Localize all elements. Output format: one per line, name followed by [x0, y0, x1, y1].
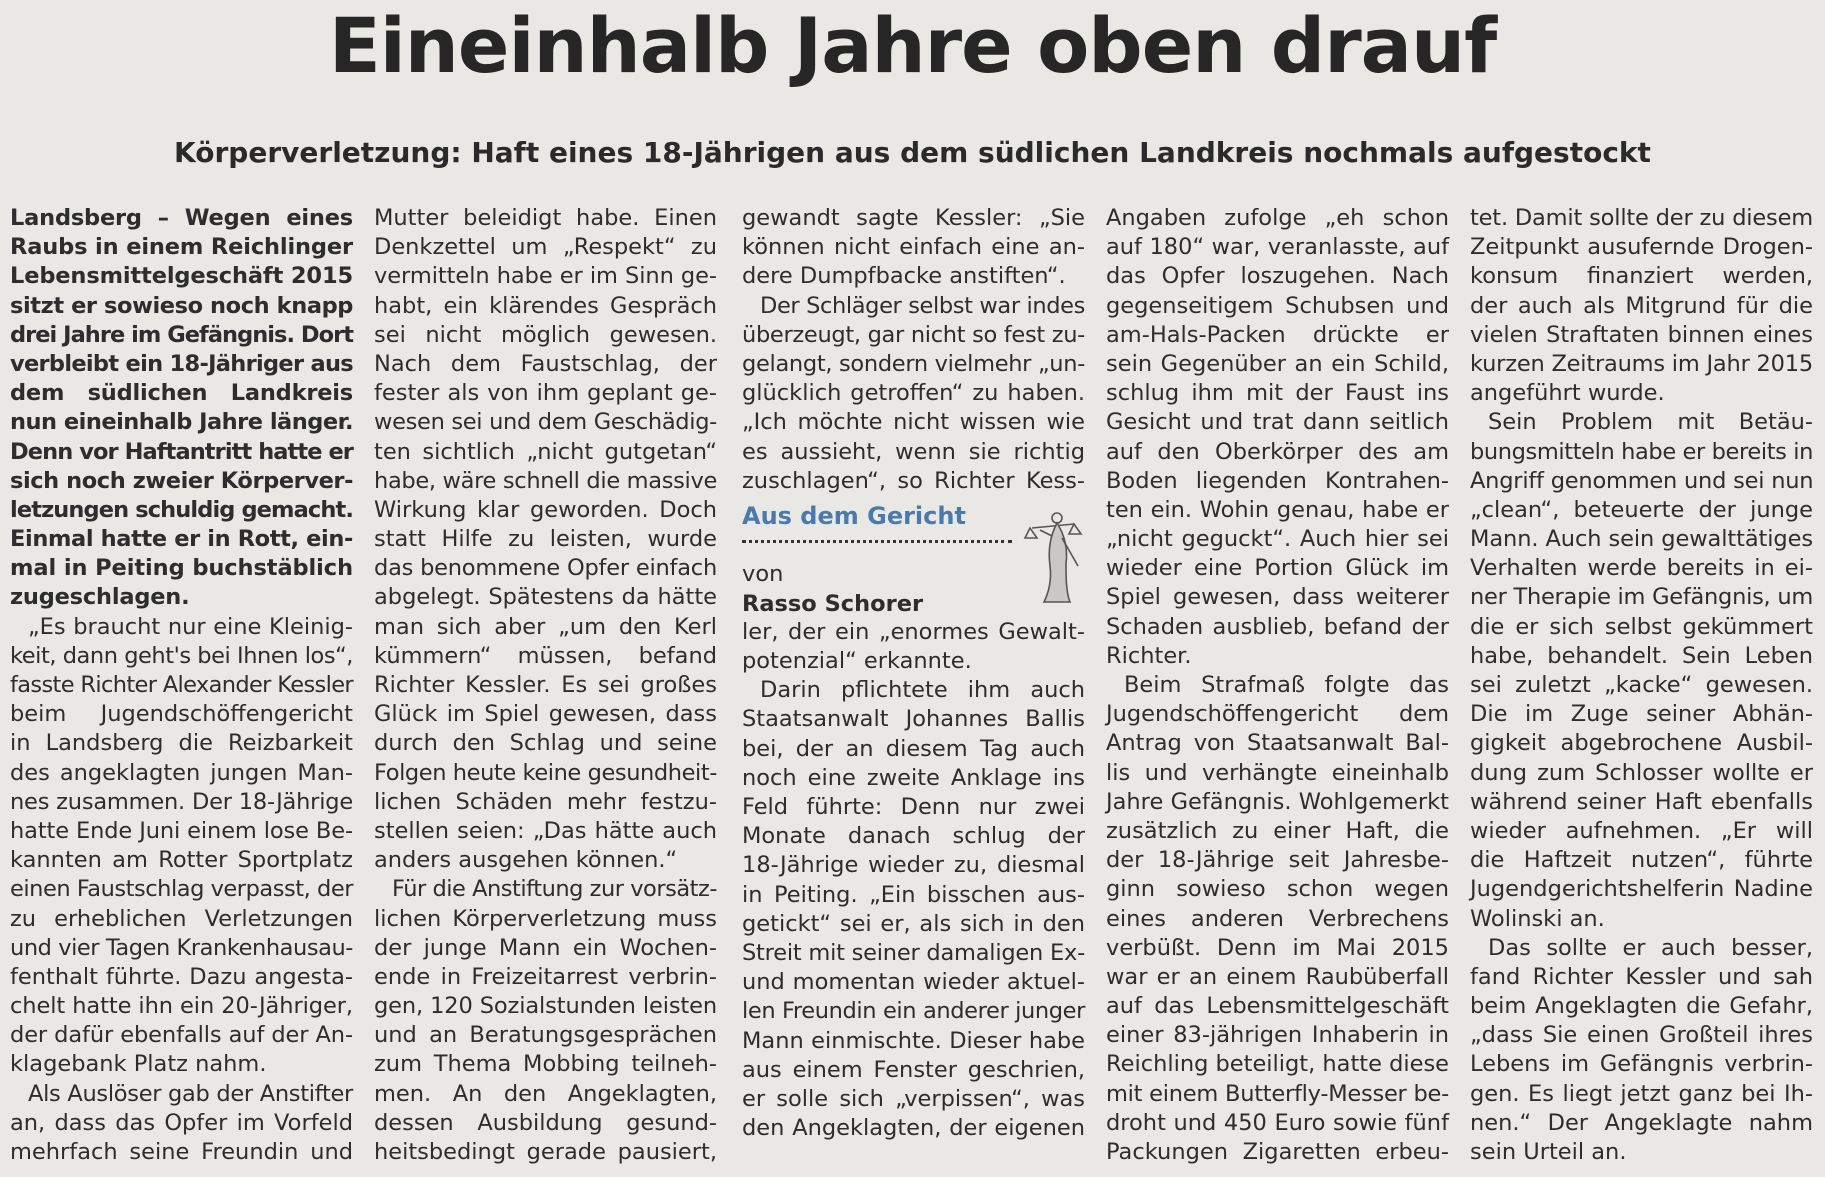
article-line: fenthalt führte. Dazu angesta-	[10, 963, 353, 990]
article-line: sein Urteil an.	[1470, 1139, 1627, 1165]
article-line: Jugendgerichtshelferin Nadine	[1470, 876, 1813, 903]
justitia-statue-icon	[1022, 506, 1092, 606]
article-line: ten ein. Wohin genau, habe er	[1106, 496, 1449, 523]
article-line: Der Schläger selbst war indes	[760, 292, 1085, 319]
article-line: kurzen Zeitraums im Jahr 2015	[1470, 350, 1813, 377]
article-line: durch den Schlag und seine	[374, 730, 717, 757]
article-line: abgelegt. Spätestens da hätte	[374, 584, 717, 611]
article-line: Zeitpunkt ausufernde Drogen-	[1470, 234, 1813, 261]
article-line: das Opfer loszugehen. Nach	[1106, 263, 1449, 290]
article-line: überzeugt, gar nicht so fest zu-	[742, 321, 1085, 348]
article-line: das benommene Opfer einfach	[374, 555, 717, 582]
article-line: es aussieht, wenn sie richtig	[742, 438, 1085, 465]
article-line: sein Gegenüber an ein Schild,	[1106, 350, 1449, 377]
article-line: drei Jahre im Gefängnis. Dort	[10, 321, 353, 348]
article-line: Jahre Gefängnis. Wohlgemerkt	[1106, 788, 1449, 815]
article-column-4	[1106, 204, 1449, 1167]
article-line: Glück im Spiel gewesen, dass	[374, 701, 717, 728]
article-line: gewandt sagte Kessler: „Sie	[742, 205, 1085, 231]
article-line: Jugendschöffengericht dem	[1106, 701, 1449, 728]
headline: Eineinhalb Jahre oben drauf	[328, 1, 1497, 90]
article-line: „dass Sie einen Großteil ihres	[1470, 1022, 1813, 1049]
article-line: nun eineinhalb Jahre länger.	[10, 409, 353, 436]
article-line: zuschlagen“, so Richter Kess-	[742, 467, 1085, 494]
article-column-5	[1470, 204, 1813, 1167]
article-line: Richter.	[1106, 642, 1192, 669]
article-line: Mutter beleidigt habe. Einen	[374, 205, 717, 231]
article-line: Das sollte er auch besser,	[1488, 934, 1813, 961]
article-line: Die im Zuge seiner Abhän-	[1470, 701, 1813, 728]
article-line: men. An den Angeklagten,	[374, 1080, 717, 1107]
article-line: „Es braucht nur eine Kleinig-	[28, 613, 353, 640]
article-line: am-Hals-Packen drückte er	[1106, 321, 1449, 348]
article-line: ler, der ein „enormes Gewalt-	[742, 618, 1085, 645]
article-line: angeführt wurde.	[1470, 380, 1665, 407]
article-line: des angeklagten jungen Man-	[10, 759, 353, 786]
article-line: klagebank Platz nahm.	[10, 1051, 267, 1078]
article-line: während seiner Haft ebenfalls	[1470, 788, 1813, 815]
article-line: anders ausgehen können.“	[374, 847, 678, 874]
article-line: konsum finanziert werden,	[1470, 263, 1813, 290]
article-line: lichen Körperverletzung muss	[374, 905, 717, 932]
article-line: stellen seien: „Das hätte auch	[374, 817, 717, 844]
article-line: man sich aber „um den Kerl	[374, 613, 717, 640]
article-line: die Haftzeit nutzen“, führte	[1470, 847, 1813, 874]
article-line: Einmal hatte er in Rott, ein-	[10, 526, 353, 553]
article-line: eines anderen Verbrechens	[1106, 905, 1449, 932]
article-line: keit, dann geht's bei Ihnen los“,	[10, 642, 353, 669]
article-line: der auch als Mitgrund für die	[1470, 292, 1813, 319]
article-line: habe, wäre schnell die massive	[374, 467, 717, 494]
article-line: len Freundin ein anderer junger	[742, 998, 1085, 1025]
article-line: Lebens im Gefängnis verbrin-	[1470, 1051, 1813, 1078]
article-line: in Peiting. „Ein bisschen aus-	[742, 881, 1085, 908]
rubric-dotted-line	[742, 540, 1012, 543]
article-line: „nicht geguckt“. Auch hier sei	[1106, 526, 1449, 553]
article-column-1	[10, 204, 353, 1167]
article-line: dessen Ausbildung gesund-	[374, 1109, 717, 1136]
article-line: Als Auslöser gab der Anstifter	[28, 1080, 353, 1107]
subheadline: Körperverletzung: Haft eines 18-Jährigen aus dem südlichen Landkreis nochmals aufgestockt	[174, 136, 1651, 169]
article-line: Streit mit seiner damaligen Ex-	[742, 939, 1085, 966]
article-line: der dafür ebenfalls auf der An-	[10, 1022, 353, 1049]
article-line: fester als von ihm geplant ge-	[374, 380, 717, 407]
article-line: mal in Peiting buchstäblich	[10, 555, 353, 582]
article-line: Raubs in einem Reichlinger	[10, 234, 353, 261]
article-line: sei zuletzt „kacke“ gewesen.	[1470, 672, 1813, 698]
article-line: fand Richter Kessler und sah	[1470, 963, 1813, 990]
article-line: Nach dem Faustschlag, der	[374, 350, 717, 377]
article-line: Monate danach schlug der	[742, 823, 1085, 850]
article-column-3	[742, 204, 1085, 1143]
article-line: heitsbedingt gerade pausiert,	[374, 1139, 717, 1165]
article-line: schlug ihm mit der Faust ins	[1106, 380, 1449, 407]
article-line: glücklich getroffen“ zu haben.	[742, 380, 1085, 407]
article-line: „clean“, beteuerte der junge	[1470, 496, 1813, 523]
article-line: können nicht einfach eine an-	[742, 234, 1085, 261]
article-line: gen. Es liegt jetzt ganz bei Ih-	[1470, 1080, 1813, 1107]
article-line: Angaben zufolge „eh schon	[1106, 205, 1449, 231]
article-line: lis und verhängte eineinhalb	[1106, 759, 1449, 786]
article-line: letzungen schuldig gemacht.	[10, 496, 353, 523]
article-line: Boden liegenden Kontrahen-	[1106, 467, 1449, 494]
article-line: gigkeit abgebrochene Ausbil-	[1470, 730, 1813, 757]
article-line: und vier Tagen Krankenhausau-	[10, 934, 353, 961]
article-line: Antrag von Staatsanwalt Bal-	[1106, 730, 1449, 757]
article-line: zu erheblichen Verletzungen	[10, 905, 353, 932]
article-line: nen.“ Der Angeklagte nahm	[1470, 1109, 1813, 1136]
article-line: ginn sowieso schon wegen	[1106, 876, 1449, 903]
article-line: er solle sich „verpissen“, was	[742, 1085, 1085, 1112]
column-3-top	[742, 204, 1085, 496]
article-line: Richter Kessler. Es sei großes	[374, 672, 717, 698]
article-line: Spiel gewesen, dass weiterer	[1106, 584, 1449, 611]
article-line: auf das Lebensmittelgeschäft	[1106, 993, 1449, 1020]
article-line: Wolinski an.	[1470, 905, 1605, 932]
article-line: wieder eine Portion Glück im	[1106, 555, 1449, 582]
article-line: habt, ein klärendes Gespräch	[374, 292, 717, 319]
article-line: Landsberg – Wegen eines	[10, 205, 353, 231]
article-line: vermitteln habe er im Sinn ge-	[374, 263, 717, 290]
article-line: Denkzettel um „Respekt“ zu	[374, 234, 717, 261]
article-line: Lebensmittelgeschäft 2015	[10, 263, 353, 290]
article-line: gen, 120 Sozialstunden leisten	[374, 993, 717, 1020]
article-line: sitzt er sowieso noch knapp	[10, 292, 353, 319]
article-line: Packungen Zigaretten erbeu-	[1106, 1139, 1449, 1165]
article-line: lichen Schäden mehr festzu-	[374, 788, 717, 815]
article-line: wesen sei und dem Geschädig-	[374, 409, 717, 436]
article-line: war er an einem Raubüberfall	[1106, 963, 1449, 990]
article-line: einer 83-jährigen Inhaberin in	[1106, 1022, 1449, 1049]
article-line: zusätzlich zu einer Haft, die	[1106, 817, 1449, 844]
article-line: den Angeklagten, der eigenen	[742, 1115, 1085, 1142]
rubric-box	[742, 500, 1085, 616]
article-line: gelangt, sondern vielmehr „un-	[742, 350, 1085, 377]
article-line: Beim Strafmaß folgte das	[1124, 672, 1449, 698]
article-line: Für die Anstiftung zur vorsätz-	[392, 876, 717, 903]
article-line: Wirkung klar geworden. Doch	[374, 496, 717, 523]
column-3-bottom	[742, 618, 1085, 1143]
article-line: bei, der an diesem Tag auch	[742, 735, 1085, 762]
article-line: Gesicht und trat dann seitlich	[1106, 409, 1449, 436]
article-line: kümmern“ müssen, befand	[374, 642, 717, 669]
article-line: Mann einmischte. Dieser habe	[742, 1027, 1085, 1054]
article-line: Staatsanwalt Johannes Ballis	[742, 706, 1085, 733]
article-line: zugeschlagen.	[10, 584, 190, 611]
article-line: „Ich möchte nicht wissen wie	[742, 409, 1085, 436]
article-line: droht und 450 Euro sowie fünf	[1106, 1109, 1449, 1136]
article-line: Feld führte: Denn nur zwei	[742, 794, 1085, 820]
article-line: auf den Oberkörper des am	[1106, 438, 1449, 465]
article-line: und momentan wieder aktuel-	[742, 969, 1085, 996]
article-line: noch eine zweite Anklage ins	[742, 764, 1085, 791]
rubric-by: von	[742, 560, 784, 587]
article-line: und an Beratungsgesprächen	[374, 1022, 717, 1049]
article-line: dung zum Schlosser wollte er	[1470, 759, 1813, 786]
article-line: an, dass das Opfer im Vorfeld	[10, 1109, 353, 1136]
article-line: Folgen heute keine gesundheit-	[374, 759, 717, 786]
article-line: nes zusammen. Der 18-Jährige	[10, 788, 353, 815]
article-line: dem südlichen Landkreis	[10, 380, 353, 407]
article-column-2	[374, 204, 717, 1167]
article-line: habe, behandelt. Sein Leben	[1470, 642, 1813, 669]
article-line: tet. Damit sollte der zu diesem	[1470, 205, 1813, 231]
article-line: 18-Jährige wieder zu, diesmal	[742, 852, 1085, 879]
article-line: statt Hilfe zu leisten, wurde	[374, 526, 717, 553]
article-line: der junge Mann ein Wochen-	[374, 934, 717, 961]
article-line: chelt hatte ihn ein 20-Jähriger,	[10, 993, 353, 1020]
article-line: der 18-Jährige seit Jahresbe-	[1106, 847, 1449, 874]
article-line: bungsmitteln habe er bereits in	[1470, 438, 1813, 465]
article-line: getickt“ sei er, als sich in den	[742, 910, 1085, 937]
article-line: zum Thema Mobbing teilneh-	[374, 1051, 717, 1078]
article-line: ende in Freizeitarrest verbrin-	[374, 963, 717, 990]
article-line: mehrfach seine Freundin und	[10, 1139, 353, 1165]
article-line: Schaden ausblieb, befand der	[1106, 613, 1449, 640]
article-line: ner Therapie im Gefängnis, um	[1470, 584, 1813, 611]
article-line: Sein Problem mit Betäu-	[1488, 409, 1813, 436]
article-line: wieder aufnehmen. „Er will	[1470, 817, 1813, 844]
article-line: Reichling beteiligt, hatte diese	[1106, 1051, 1449, 1078]
rubric-title: Aus dem Gericht	[742, 501, 966, 530]
article-line: mit einem Butterfly-Messer be-	[1106, 1080, 1449, 1107]
article-line: ten sichtlich „nicht gutgetan“	[374, 438, 717, 465]
article-line: auf 180“ war, veranlasste, auf	[1106, 234, 1449, 261]
article-line: einen Faustschlag verpasst, der	[10, 876, 353, 903]
article-line: gegenseitigem Schubsen und	[1106, 292, 1449, 319]
article-line: Denn vor Haftantritt hatte er	[10, 438, 353, 465]
article-line: vielen Straftaten binnen eines	[1470, 321, 1813, 348]
rubric-author: Rasso Schorer	[742, 590, 924, 617]
article-line: dere Dumpfbacke anstiften“.	[742, 263, 1066, 290]
article-line: sei nicht möglich gewesen.	[374, 321, 717, 348]
article-line: Mann. Auch sein gewalttätiges	[1470, 526, 1813, 553]
article-line: beim Angeklagten die Gefahr,	[1470, 993, 1813, 1020]
article-line: Angriff genommen und sei nun	[1470, 467, 1814, 494]
article-line: verbleibt ein 18-Jähriger aus	[10, 350, 353, 377]
article-line: fasste Richter Alexander Kessler	[10, 672, 353, 698]
article-line: hatte Ende Juni einem lose Be-	[10, 817, 353, 844]
article-line: potenzial“ erkannte.	[742, 648, 972, 675]
article-line: aus einem Fenster geschrien,	[742, 1056, 1085, 1083]
article-line: in Landsberg die Reizbarkeit	[10, 730, 353, 757]
article-line: Darin pflichtete ihm auch	[760, 677, 1085, 704]
article-line: sich noch zweier Körperver-	[10, 467, 353, 494]
article-line: die er sich selbst gekümmert	[1470, 613, 1813, 640]
article-line: Verhalten werde bereits in ei-	[1470, 555, 1813, 582]
article-line: beim Jugendschöffengericht	[10, 701, 353, 728]
article-line: kannten am Rotter Sportplatz	[10, 847, 353, 874]
article-line: verbüßt. Denn im Mai 2015	[1106, 934, 1449, 961]
